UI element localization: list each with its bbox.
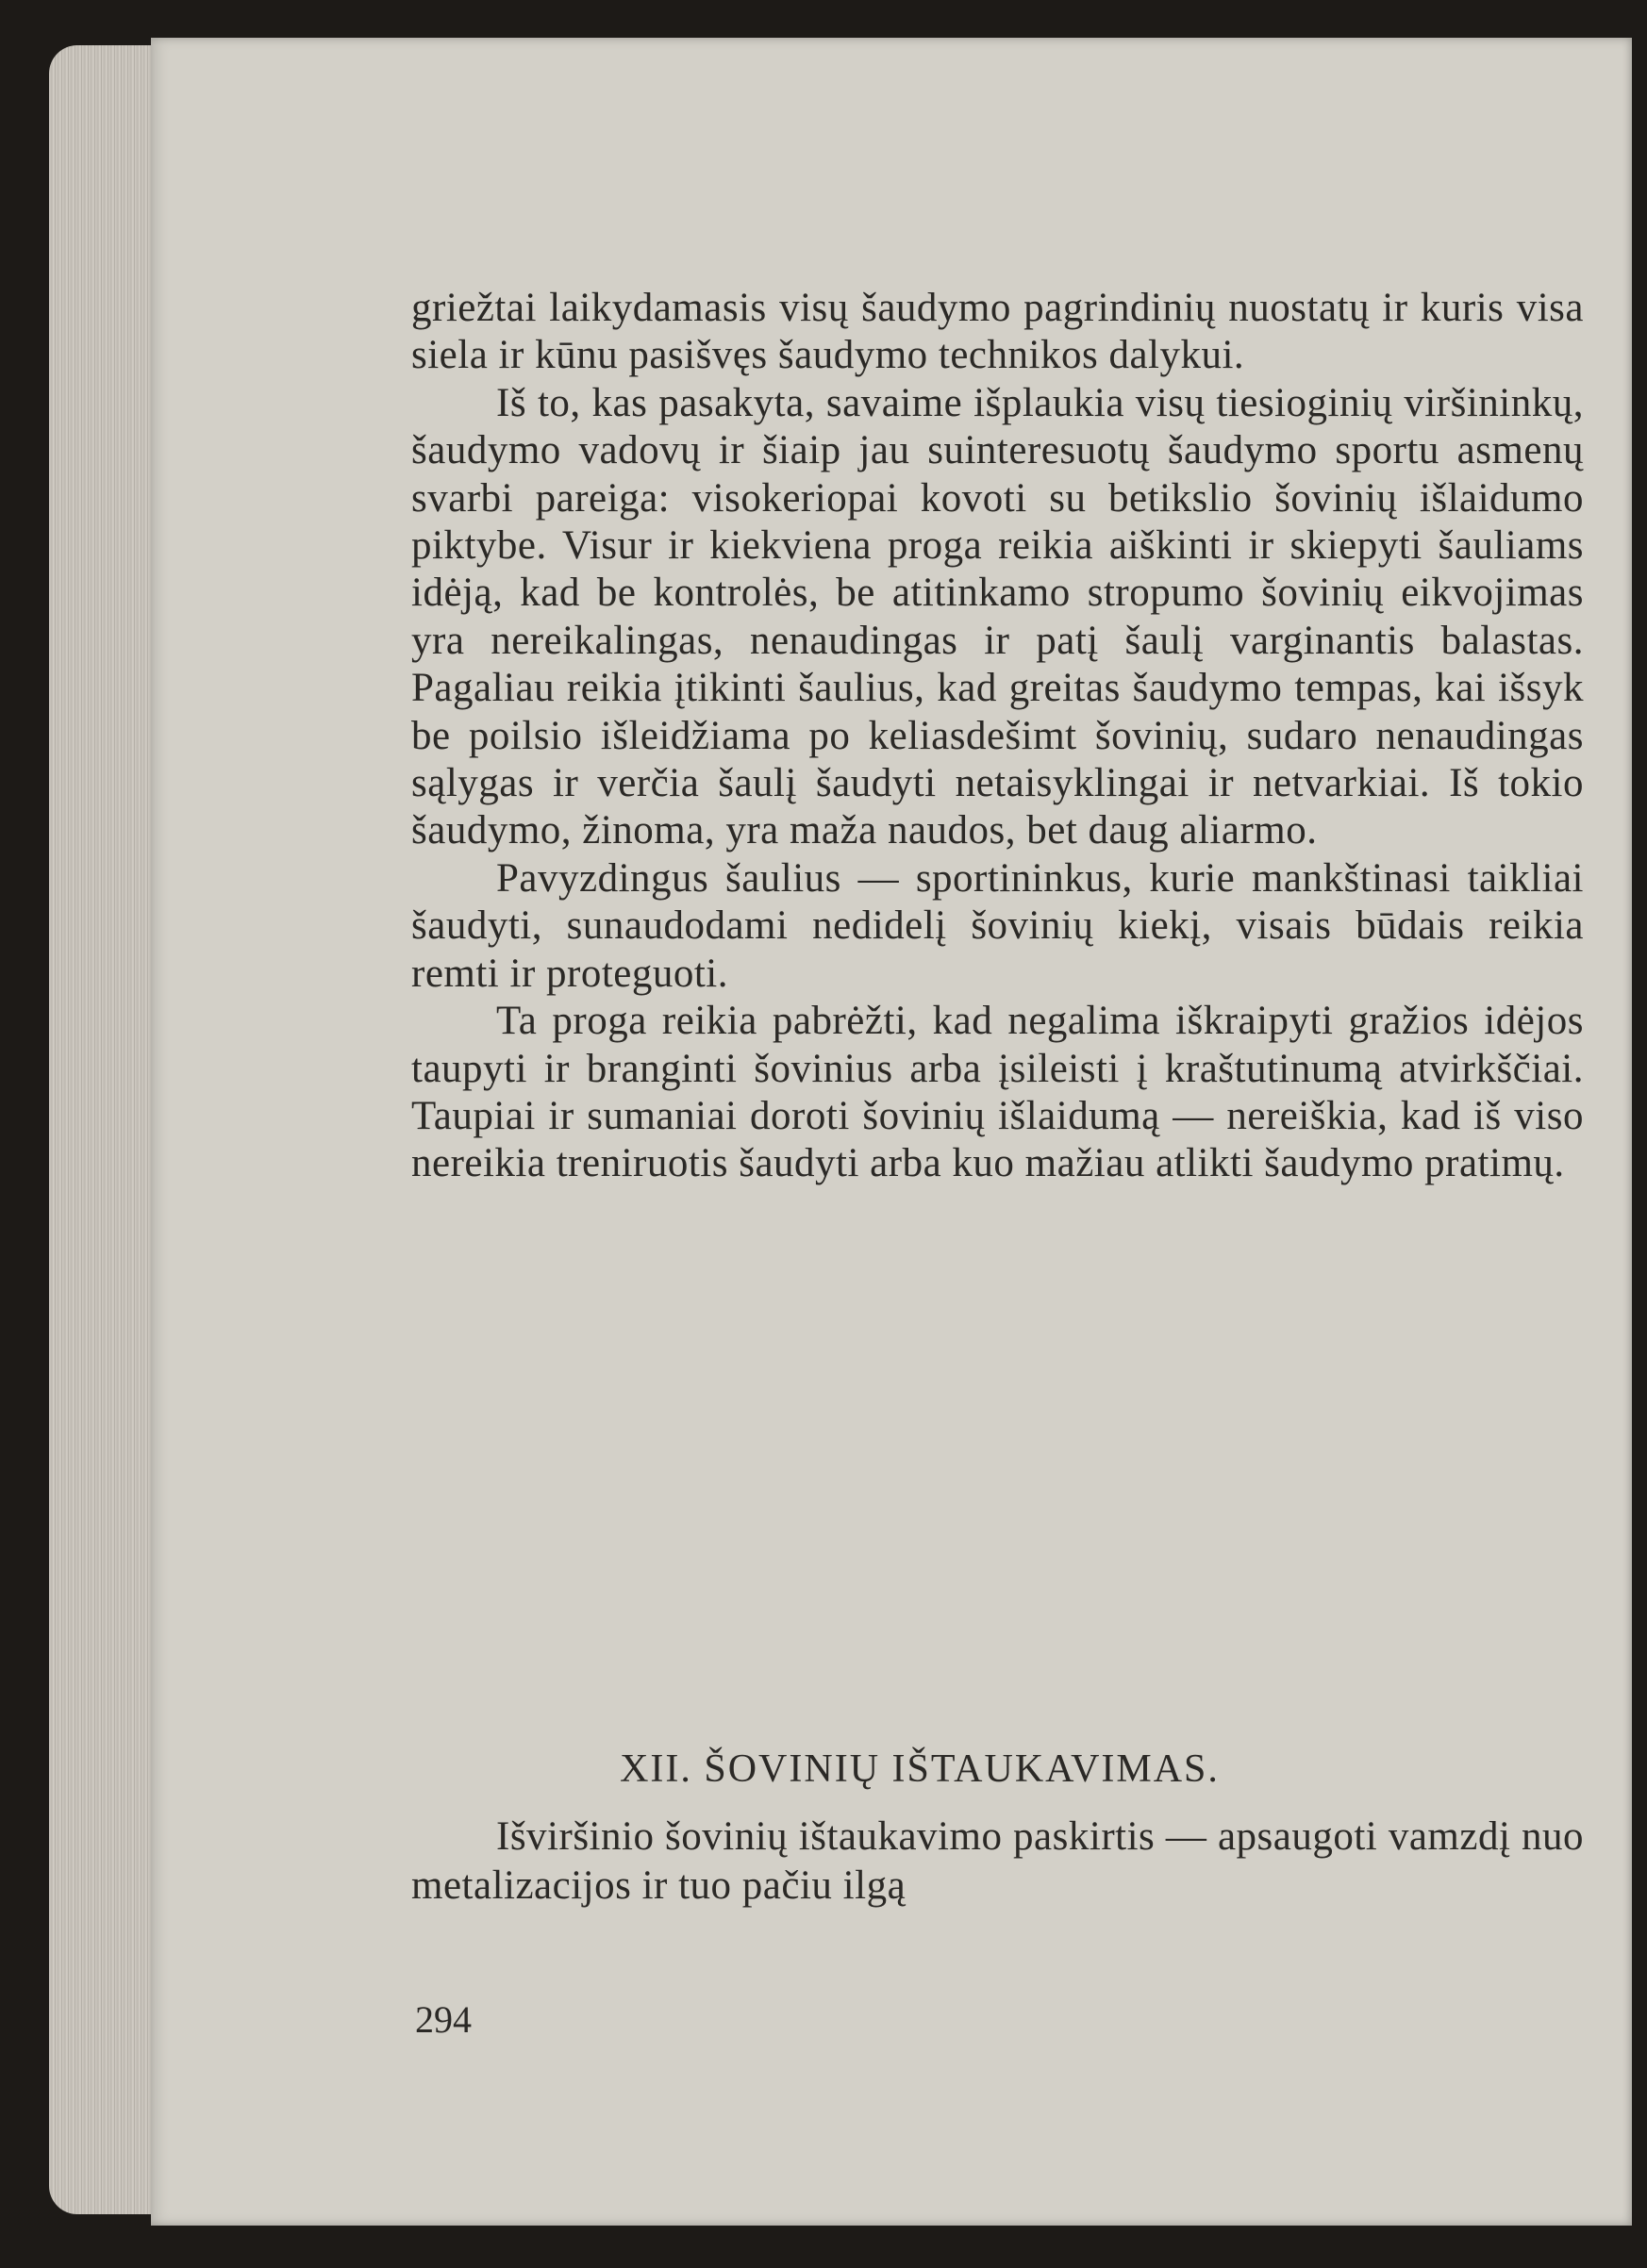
section-heading: XII. ŠOVINIŲ IŠTAUKAVIMAS. <box>620 1747 1220 1791</box>
body-text <box>411 285 1584 1188</box>
paragraph-continued: griežtai laikydamasis visų šaudymo pagrindinių nuostatų ir kuris visa siela ir kūnu pasišvęs šaudymo technikos dalykui. <box>411 286 1584 378</box>
page-stack-edges <box>49 45 162 2214</box>
section-body-text <box>411 1813 1584 1911</box>
paragraph: Iš to, kas pasakyta, savaime išplaukia visų tiesioginių viršininkų, šaudymo vadovų ir šiaip jau suinteresuotų šaudymo sportu asmenų svarbi pareiga: visokeriopai kovoti su betikslio šovinių išlaidumo piktybe. Visur ir kiekviena proga reikia aiškinti ir skiepyti šauliams idėją, kad be kontrolės, be atitinkamo stropumo šovinių eikvojimas yra nereikalingas, nenaudingas ir patį šaulį varginantis balastas. Pagaliau reikia įtikinti šaulius, kad greitas šaudymo tempas, kai išsyk be poilsio išleidžiama po keliasdešimt šovinių, sudaro nenaudingas sąlygas ir verčia šaulį šaudyti netaisyklingai ir netvarkiai. Iš tokio šaudymo, žinoma, yra maža naudos, bet daug aliarmo. <box>411 380 1584 853</box>
paragraph: Pavyzdingus šaulius — sportininkus, kurie mankštinasi taikliai šaudyti, sunaudodami nedidelį šovinių kiekį, visais būdais reikia remti ir proteguoti. <box>411 855 1584 996</box>
page-number: 294 <box>415 1998 472 2041</box>
book-page <box>151 38 1632 2226</box>
paragraph: Išviršinio šovinių ištaukavimo paskirtis — apsaugoti vamzdį nuo metalizacijos ir tuo pačiu ilgą <box>411 1814 1584 1908</box>
paragraph: Ta proga reikia pabrėžti, kad negalima iškraipyti gražios idėjos taupyti ir branginti šovinius arba įsileisti į kraštutinumą atvirkščiai. Taupiai ir sumaniai doroti šovinių išlaidumą — nereiškia, kad iš viso nereikia treniruotis šaudyti arba kuo mažiau atlikti šaudymo pratimų. <box>411 999 1584 1186</box>
